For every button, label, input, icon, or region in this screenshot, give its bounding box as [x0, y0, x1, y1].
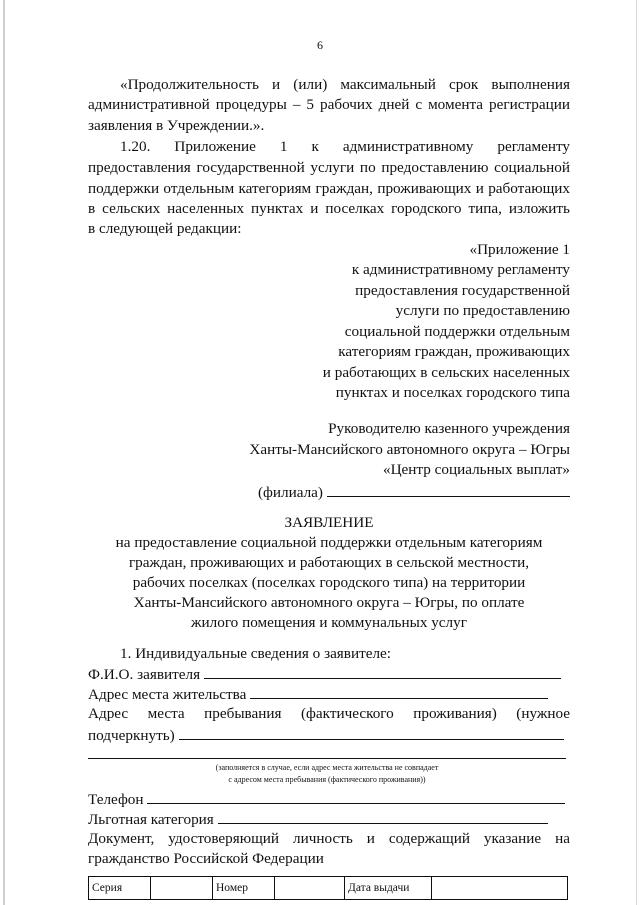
text-line: «Приложение 1 [469, 241, 570, 258]
phone-label: Телефон [88, 791, 144, 808]
text-line: к административному регламенту [351, 261, 570, 278]
issue-date-label-cell: Дата выдачи [345, 877, 432, 900]
page-number: 6 [317, 38, 323, 52]
text-line: предоставления государственной услуги по предоставлению социальной [88, 159, 570, 176]
category-field[interactable] [88, 809, 548, 829]
branch-blank-line[interactable] [327, 482, 570, 497]
text-line: 1.20. Приложение 1 к административному регламенту [120, 138, 570, 155]
stay-blank-line[interactable] [179, 725, 564, 740]
residence-label: Адрес места жительства [88, 686, 247, 703]
text-line: административной процедуры – 5 рабочих дней с момента регистрации [88, 96, 570, 113]
fio-blank-line[interactable] [204, 664, 561, 679]
extra-blank-line[interactable] [88, 758, 566, 759]
issue-date-value-cell[interactable] [432, 877, 568, 900]
number-label-cell: Номер [213, 877, 275, 900]
text-line: в сельских населенных пунктах и поселках городского типа, изложить [88, 200, 570, 217]
hint-line: (заполняется в случае, если адрес места жительства не совпадает [215, 763, 439, 772]
residence-blank-line[interactable] [250, 684, 548, 699]
category-blank-line[interactable] [218, 809, 548, 824]
series-label-cell: Серия [89, 877, 151, 900]
table-row [89, 877, 568, 900]
stay-label-line1: Адрес места пребывания (фактического проживания) (нужное [88, 705, 570, 722]
text-line: заявления в Учреждении.». [88, 117, 265, 134]
text-line: граждан, проживающих и работающих в сельской местности, [128, 554, 530, 571]
phone-field[interactable] [88, 789, 565, 809]
scan-edge-right [636, 0, 637, 905]
scan-edge-left [3, 0, 5, 905]
fio-label: Ф.И.О. заявителя [88, 666, 201, 683]
text-line: «Продолжительность и (или) максимальный срок выполнения [120, 76, 570, 93]
text-line: и работающих в сельских населенных [322, 364, 570, 381]
category-label: Льготная категория [88, 811, 214, 828]
residence-field[interactable] [88, 684, 548, 704]
fio-field[interactable] [88, 664, 561, 684]
document-label-line1: Документ, удостоверяющий личность и содержащий указание на [88, 830, 570, 847]
text-line: услуги по предоставлению [395, 302, 570, 319]
text-line: Руководителю казенного учреждения [328, 420, 570, 437]
document-title: ЗАЯВЛЕНИЕ [284, 514, 374, 531]
text-line: предоставления государственной [355, 282, 570, 299]
text-line: Ханты-Мансийского автономного округа – Югры [249, 441, 570, 458]
identity-document-table [88, 876, 568, 900]
text-line: социальной поддержки отдельным [344, 323, 570, 340]
text-line: «Центр социальных выплат» [383, 461, 570, 478]
text-line: рабочих поселках (поселках городского типа) на территории [132, 574, 526, 591]
text-line: жилого помещения и коммунальных услуг [191, 614, 467, 631]
text-line: поддержки отдельным категориям граждан, проживающих и работающих [88, 180, 570, 197]
text-line: категориям граждан, проживающих [338, 343, 570, 360]
number-value-cell[interactable] [275, 877, 345, 900]
phone-blank-line[interactable] [147, 789, 565, 804]
text-line: на предоставление социальной поддержки отдельным категориям [115, 534, 543, 551]
branch-field[interactable] [258, 482, 570, 502]
hint-line: с адресом места пребывания (фактического проживания)) [228, 775, 426, 784]
stay-field[interactable] [88, 725, 564, 745]
text-line: Ханты-Мансийского автономного округа – Югры, по оплате [133, 594, 525, 611]
series-value-cell[interactable] [151, 877, 213, 900]
document-label-line2: гражданство Российской Федерации [88, 850, 324, 867]
stay-label-line2: подчеркнуть) [88, 727, 175, 744]
text-line: в следующей редакции: [88, 220, 242, 237]
section-heading: 1. Индивидуальные сведения о заявителе: [120, 645, 392, 662]
text-line: пунктах и поселках городского типа [335, 384, 570, 401]
branch-label: (филиала) [258, 484, 323, 501]
